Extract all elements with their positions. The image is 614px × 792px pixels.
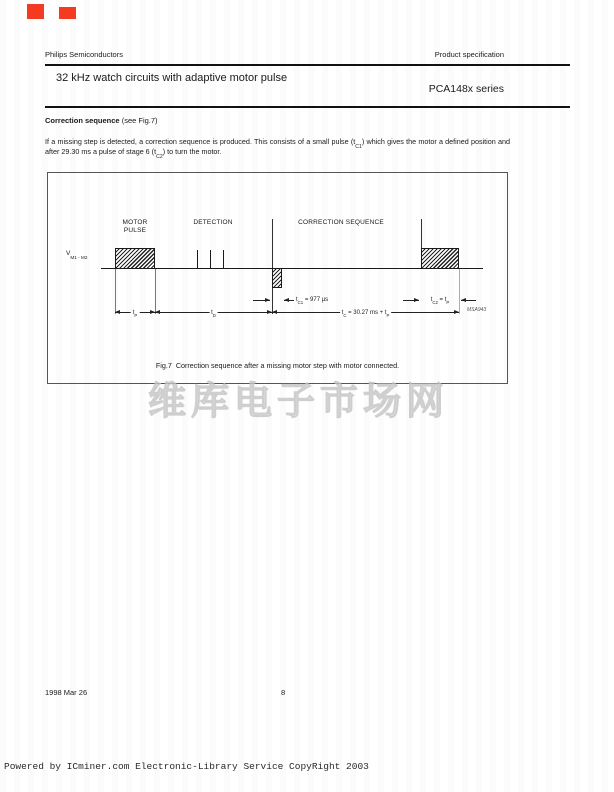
tc1-base: t <box>296 297 298 303</box>
tc2-sub: C2 <box>432 300 438 306</box>
label-motor-pulse-line1: MOTOR <box>122 219 148 226</box>
timing-label-td <box>209 310 218 316</box>
header-company: Philips Semiconductors <box>45 50 123 59</box>
header-doc-type: Product specification <box>434 50 504 59</box>
axis-v-sub: M1 - M2 <box>70 254 88 260</box>
td-base: t <box>211 309 213 316</box>
detection-spike-1 <box>197 250 198 268</box>
td-sub: D <box>212 312 216 318</box>
label-correction-sequence: CORRECTION SEQUENCE <box>298 219 384 226</box>
tp-base: t <box>132 309 135 316</box>
tc2-base: t <box>430 297 433 303</box>
axis-v: V <box>66 250 71 257</box>
detection-spike-3 <box>223 250 224 268</box>
figure-7 <box>47 172 508 384</box>
product-series: PCA148x series <box>428 83 504 95</box>
paragraph-text: ) which gives the motor a defined position and after 29.30 ms a pulse of stage 6 (t <box>45 137 510 156</box>
tc2-value: = t <box>437 297 447 303</box>
timing-label-tc2 <box>421 297 459 304</box>
label-detection: DETECTION <box>193 219 233 226</box>
dimension-tc <box>272 309 459 316</box>
paragraph-text: ) to turn the motor. <box>162 146 222 156</box>
arrow-tc2-left <box>403 298 419 303</box>
tc-value: = 30.27 ms + t <box>346 309 387 316</box>
credit-line: Powered by ICminer.com Electronic-Library Service CopyRight 2003 <box>4 761 369 772</box>
dimension-td <box>155 309 272 316</box>
label-motor-pulse <box>98 219 172 234</box>
header-rule-top <box>45 64 570 66</box>
guide-line-tp-right <box>155 269 156 314</box>
guide-line-tc2-right <box>459 269 460 314</box>
footer-date: 1998 Mar 26 <box>45 688 88 697</box>
section-heading <box>45 116 158 125</box>
tc-sub: C <box>343 312 347 318</box>
page-title: 32 kHz watch circuits with adaptive motor pulse <box>56 72 288 84</box>
arrow-tc1-right <box>284 298 294 303</box>
paragraph-text: If a missing step is detected, a correction sequence is produced. This consists of a small pulse (t <box>45 137 356 146</box>
red-annotation-mark-1 <box>27 4 44 19</box>
motor-pulse-waveform <box>115 248 155 269</box>
tp-sub: P <box>134 312 138 318</box>
section-heading-bold: Correction sequence <box>45 116 120 125</box>
timing-label-tp <box>131 310 140 316</box>
correction-pulse-tc1 <box>272 268 282 288</box>
body-paragraph <box>45 137 510 160</box>
header-rule-bottom <box>45 106 570 108</box>
guide-line-tp-left <box>115 269 116 314</box>
section-heading-note: (see Fig.7) <box>119 116 158 125</box>
paragraph-sub-tc2: C2 <box>156 153 163 160</box>
paragraph-sub-tc1: C1 <box>355 143 362 150</box>
arrow-tc2-right <box>461 298 476 303</box>
timing-label-tc1 <box>296 297 328 304</box>
dimension-tp <box>115 309 155 316</box>
watermark: 维库电子市场网 <box>148 381 450 423</box>
label-motor-pulse-line2: PULSE <box>123 226 147 234</box>
arrow-tc1-left <box>253 298 270 303</box>
figure-drawing-code: MSA943 <box>467 307 487 313</box>
red-annotation-mark-2 <box>59 7 76 19</box>
figure-caption: Fig.7 Correction sequence after a missing motor step with motor connected. <box>155 361 400 370</box>
timing-label-tc <box>340 310 392 316</box>
tc1-value: = 977 μs <box>303 297 329 303</box>
tc-base: t <box>341 309 344 316</box>
tc1-sub: C1 <box>297 300 304 306</box>
tc-value-sub: P <box>386 312 390 318</box>
footer-page-number: 8 <box>281 688 286 697</box>
detection-spike-2 <box>210 250 211 268</box>
axis-label-vm1-m2 <box>66 250 88 260</box>
tc2-value-sub: P <box>446 300 450 306</box>
correction-pulse-tc2 <box>421 248 459 269</box>
section-separator-line <box>272 219 273 314</box>
